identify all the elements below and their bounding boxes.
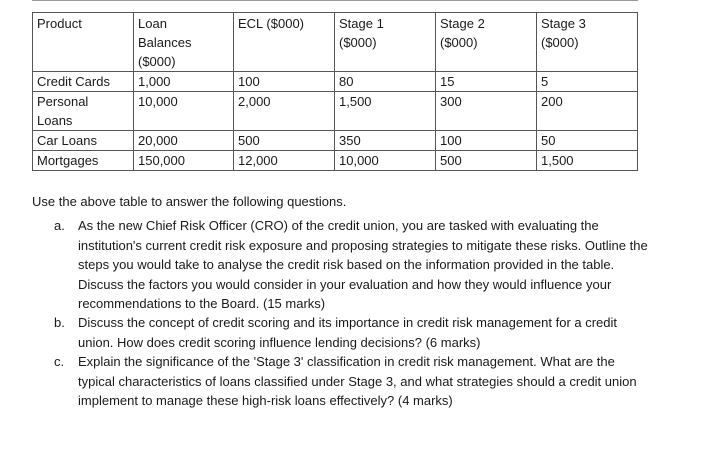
cell-text: Credit Cards — [37, 74, 110, 89]
table-cell — [234, 72, 335, 92]
cell-text: 500 — [238, 133, 260, 148]
question-item-c — [54, 352, 652, 410]
header-stage-2-line2: ($000) — [440, 35, 478, 50]
table-cell — [33, 151, 134, 171]
table-row — [33, 72, 638, 92]
table-cell — [33, 131, 134, 151]
cell-text: 5 — [541, 74, 549, 89]
cell-text: 10,000 — [339, 153, 379, 168]
header-stage-2-line1: Stage 2 — [440, 16, 485, 31]
cell-text: 12,000 — [238, 153, 278, 168]
question-text: Discuss the concept of credit scoring and its importance in credit risk management for a credit union. How does credit scoring influence lending decisions? (6 marks) — [78, 315, 618, 350]
table-cell — [335, 92, 436, 131]
cell-text: 1,500 — [339, 94, 372, 109]
cell-text: 80 — [339, 74, 354, 89]
question-list — [32, 216, 652, 410]
header-product-text: Product — [37, 16, 82, 31]
question-marker: c. — [54, 354, 65, 370]
cell-text: 500 — [440, 153, 462, 168]
header-ecl — [234, 13, 335, 72]
cell-text: 1,000 — [138, 74, 171, 89]
cell-text: 100 — [238, 74, 260, 89]
table-cell — [537, 151, 638, 171]
header-loan-balances — [134, 13, 234, 72]
table-cell — [436, 72, 537, 92]
cell-text: 15 — [440, 74, 455, 89]
cell-text: 20,000 — [138, 133, 178, 148]
table-row — [33, 92, 638, 131]
table-cell — [33, 92, 134, 131]
cell-text: Personal — [37, 94, 89, 109]
table-row — [33, 151, 638, 171]
cell-text: 200 — [541, 94, 563, 109]
cell-text: Car Loans — [37, 133, 97, 148]
table-cell — [134, 151, 234, 171]
question-marker: a. — [54, 218, 65, 234]
cell-text: Mortgages — [37, 153, 99, 168]
table-cell — [33, 72, 134, 92]
cell-text: 2,000 — [238, 94, 271, 109]
question-item-a — [54, 216, 652, 313]
cell-text: 10,000 — [138, 94, 178, 109]
header-stage-3 — [537, 13, 638, 72]
table-cell — [335, 131, 436, 151]
table-cell — [537, 131, 638, 151]
header-product — [33, 13, 134, 72]
table-cell — [134, 131, 234, 151]
table-cell — [537, 72, 638, 92]
table-row — [33, 131, 638, 151]
header-stage-1-line2: ($000) — [339, 35, 377, 50]
table-cell — [134, 92, 234, 131]
table-cell — [335, 151, 436, 171]
header-ecl-text: ECL ($000) — [238, 16, 304, 31]
credit-risk-table — [32, 12, 638, 171]
table-cell — [335, 72, 436, 92]
table-cell — [234, 92, 335, 131]
top-border-rule — [32, 0, 638, 1]
table-cell — [436, 131, 537, 151]
question-item-b — [54, 313, 652, 352]
header-loan-balances-line3: ($000) — [138, 54, 176, 69]
question-text: Explain the significance of the 'Stage 3' classification in credit risk management. What are the typical characteristics of loans classified under Stage 3, and what strategies should a credit union implement to manage these high-risk loans effectively? (4 marks) — [78, 354, 637, 409]
cell-text: 1,500 — [541, 153, 574, 168]
cell-text: 350 — [339, 133, 361, 148]
question-marker: b. — [54, 315, 65, 331]
table-cell — [234, 151, 335, 171]
table-cell — [234, 131, 335, 151]
questions-intro: Use the above table to answer the following questions. — [32, 194, 347, 209]
cell-text: 100 — [440, 133, 462, 148]
header-stage-1 — [335, 13, 436, 72]
question-text: As the new Chief Risk Officer (CRO) of the credit union, you are tasked with evaluating the institution's current credit risk exposure and proposing strategies to mitigate these risks. Outline the steps you would take to analyse the credit risk based on the information provided in the table. Discuss the factors you would consider in your evaluation and how they would influence your recommendations to the Board. (15 marks) — [78, 218, 648, 312]
header-loan-balances-line1: Loan — [138, 16, 167, 31]
header-loan-balances-line2: Balances — [138, 35, 192, 50]
header-stage-2 — [436, 13, 537, 72]
cell-text: 150,000 — [138, 153, 185, 168]
table-cell — [134, 72, 234, 92]
header-stage-3-line1: Stage 3 — [541, 16, 586, 31]
table-cell — [537, 92, 638, 131]
header-stage-1-line1: Stage 1 — [339, 16, 384, 31]
table-header-row — [33, 13, 638, 72]
cell-text: 300 — [440, 94, 462, 109]
cell-text: Loans — [37, 113, 73, 128]
cell-text: 50 — [541, 133, 556, 148]
table-cell — [436, 151, 537, 171]
table-cell — [436, 92, 537, 131]
header-stage-3-line2: ($000) — [541, 35, 579, 50]
questions-section — [32, 192, 652, 410]
